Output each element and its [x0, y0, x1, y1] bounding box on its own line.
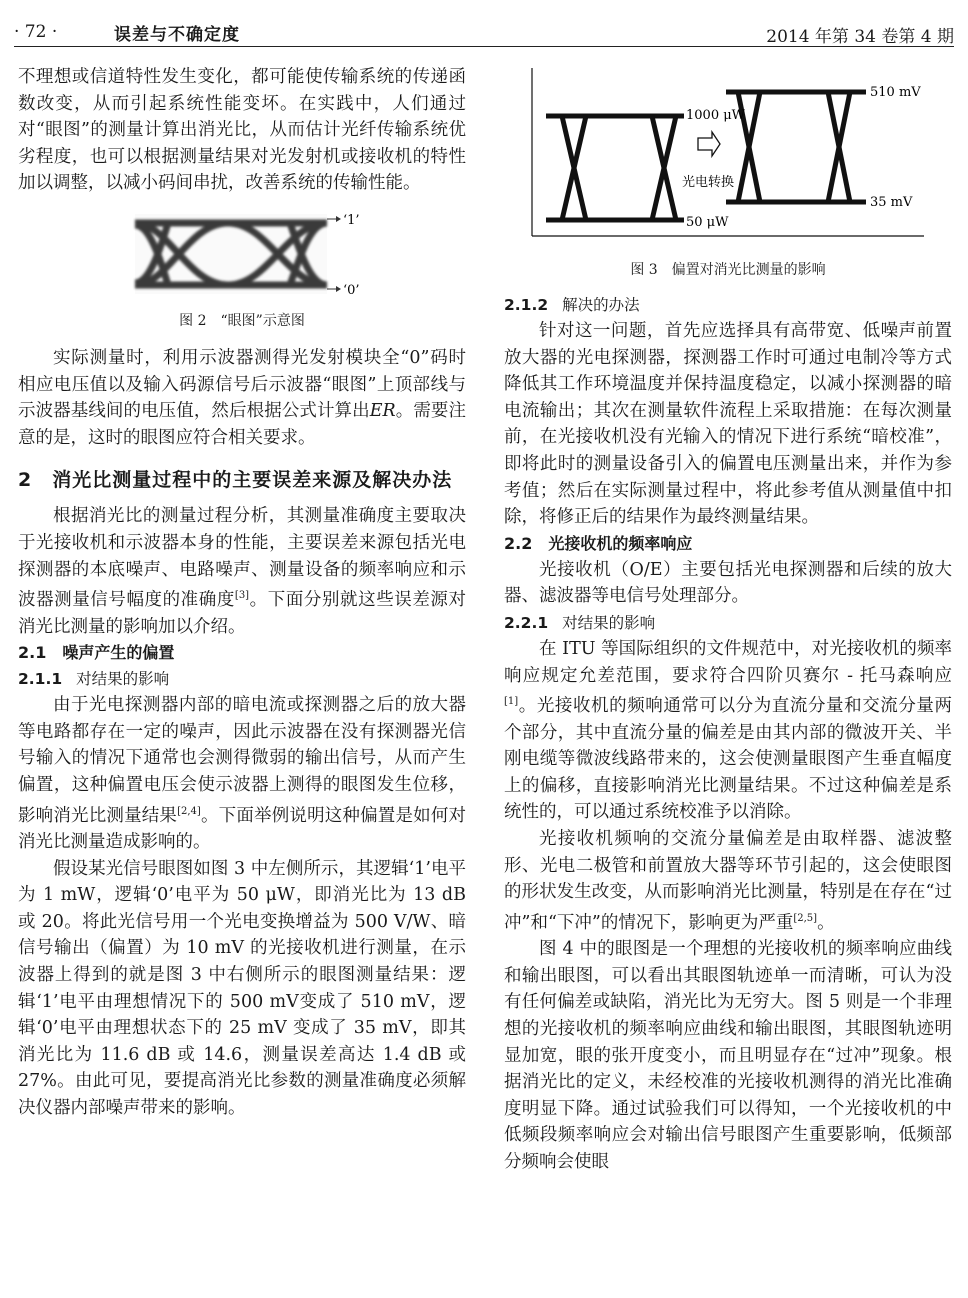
section-title: 对结果的影响: [76, 670, 170, 689]
paragraph: 不理想或信道特性发生变化，都可能使传输系统的传递函数改变，从而引起系统性能变坏。在实践中，人们通过对“眼图”的测量计算出消光比，从而估计光纤传输系统优劣程度，也可以根据测量结果对光发射机或接收机的特性加以调整，以减小码间串扰，改善系统的传输性能。: [18, 67, 466, 194]
page-number: · 72 ·: [14, 22, 58, 42]
figure-2-caption: 图 2 “眼图”示意图: [179, 312, 305, 329]
text-run: 实际测量时，利用示波器测得光发射模块全“0”码时相应电压值以及输入码源信号后示波器“眼图”上顶部线与示波器基线间的电压值，然后根据公式计算出: [18, 347, 466, 422]
paragraph: [504, 636, 952, 826]
text-run: 。需要注意的是，这时的眼图应符合相关要求。: [18, 401, 467, 448]
paragraph: 假设某光信号眼图如图 3 中左侧所示，其逻辑‘1’电平为 1 mW，逻辑‘0’电平为 50 μW，即消光比为 13 dB 或 20。将此光信号用一个光电变换增益为 500 V/W、暗信号输出（偏置）为 10 mV 的光接收机进行测量，在示波器上得到的就是图 3 中右侧所示的眼图测量结果：逻辑‘1’电平由理想情况下的 500 mV变成了 510 mV，逻辑‘0’电平由理想状态下的 25 mV 变成了 35 mV，即其消光比为 11.6 dB 或 14.6，测量误差高达 1.4 dB 或 27%。由此可见，要提高消光比参数的测量准确度必须解决仪器内部噪声带来的影响。: [18, 858, 466, 1118]
label-50uw: 50 μW: [686, 215, 729, 230]
issue-info: 2014 年第 34 卷第 4 期: [766, 27, 954, 47]
section-heading-2-2-1: [504, 610, 952, 636]
citation: [2,4]: [177, 805, 201, 817]
text-run: 在 ITU 等国际组织的文件规范中，对光接收机的频率响应规定允差范围，要求符合四阶贝赛尔 - 托马森响应: [504, 638, 952, 686]
section-heading-2: 2 消光比测量过程中的主要误差来源及解决办法: [18, 469, 453, 492]
journal-title: 误差与不确定度: [114, 25, 240, 45]
logic-0-label: ‘0’: [343, 282, 360, 298]
figure-2: [18, 211, 466, 333]
citation: [3]: [234, 590, 250, 602]
label-conversion: 光电转换: [682, 175, 735, 190]
citation: [1]: [504, 696, 519, 708]
section-number: 2.1.1: [18, 670, 63, 689]
section-number: 2.1.2: [504, 296, 549, 314]
figure-3: [504, 58, 952, 292]
label-35mv: 35 mV: [870, 195, 913, 210]
section-heading-2-2: 2.2 光接收机的频率响应: [504, 533, 693, 553]
text-run: 。下面分别就这些误差源对消光比测量的影响加以介绍。: [18, 589, 467, 637]
section-title: 解决的办法: [562, 296, 640, 314]
text-run: 光接收机频响的交流分量偏差是由取样器、滤波整形、光电二极管和前置放大器等环节引起的，这会使眼图的形状发生改变，从而影响消光比测量，特别是在存在“过冲”和“下冲”的情况下，影响更为严重: [504, 828, 952, 933]
text-run: 根据消光比的测量过程分析，其测量准确度主要取决于光接收机和示波器本身的性能，主要误差来源包括光电探测器的本底噪声、电路噪声、测量设备的频率响应和示波器测量信号幅度的准确度: [18, 506, 466, 610]
paragraph: 光接收机（O/E）主要包括光电探测器和后续的放大器、滤波器等电信号处理部分。: [504, 559, 952, 607]
paragraph: [18, 345, 466, 451]
page-header: [14, 16, 954, 47]
label-1000uw: 1000 μW: [686, 108, 746, 123]
bias-eye-diagram: [504, 58, 952, 244]
section-heading-2-1: 2.1 噪声产生的偏置: [18, 643, 175, 663]
section-number: 2.2.1: [504, 613, 549, 632]
paragraph: 针对这一问题，首先应选择具有高带宽、低噪声前置放大器的光电探测器，探测器工作时可通过电制冷等方式降低其工作环境温度并保持温度稳定，以减小探测器的暗电流输出；其次在测量软件流程上采取措施：在每次测量前，在光接收机没有光输入的情况下进行系统“暗校准”，即将此时的测量设备引入的偏置电压测量出来，并作为参考值；然后在实际测量过程中，将此参考值从测量值中扣除，将修正后的结果作为最终测量结果。: [504, 321, 952, 528]
label-510mv: 510 mV: [870, 85, 921, 100]
paragraph: 图 4 中的眼图是一个理想的光接收机的频率响应曲线和输出眼图，可以看出其眼图轨迹单一而清晰，可认为没有任何偏差或缺陷，消光比为无穷大。图 5 则是一个非理想的光接收机的频率响应曲线和输出眼图，其眼图轨迹明显加宽，眼的张开度变小，而且明显存在“过冲”现象。根据消光比的定义，未经校准的光接收机测得的消光比准确度明显下降。通过试验我们可以得知，一个光接收机的中低频段频率响应会对输出信号眼图产生重要影响，低频部分频响会使眼: [504, 939, 952, 1172]
text-run: 由于光电探测器内部的暗电流或探测器之后的放大器等电路都存在一定的噪声，因此示波器在没有探测器光信号输入的情况下通常也会测得微弱的输出信号，从而产生偏置，这种偏置电压会使示波器上测得的眼图发生位移，影响消光比测量结果: [18, 695, 466, 826]
text-run: 。光接收机的频响通常可以分为直流分量和交流分量两个部分，其中直流分量的偏差是由其内部的微波开关、半刚电缆等微波线路带来的，这会使测量眼图产生垂直幅度上的偏移，直接影响消光比测量结果。不过这种偏差是系统性的，可以通过系统校准予以消除。: [504, 695, 952, 823]
paragraph: [504, 826, 952, 936]
section-title: 对结果的影响: [562, 613, 656, 632]
section-heading-2-1-1: [18, 666, 466, 692]
logic-1-label: ‘1’: [343, 212, 360, 228]
text-run: 。下面举例说明这种偏置是如何对消光比测量造成影响的。: [18, 805, 467, 852]
citation: [2,5]: [793, 912, 818, 924]
formula-er: ER: [369, 401, 396, 422]
text-run: 。: [817, 912, 835, 933]
section-heading-2-1-2: [504, 292, 952, 318]
figure-3-caption: 图 3 偏置对消光比测量的影响: [630, 262, 826, 278]
paragraph: [18, 503, 466, 640]
left-column: [18, 64, 466, 1121]
paragraph: [18, 692, 466, 855]
eye-diagram-sketch: [18, 211, 466, 303]
right-column: [504, 58, 952, 1175]
